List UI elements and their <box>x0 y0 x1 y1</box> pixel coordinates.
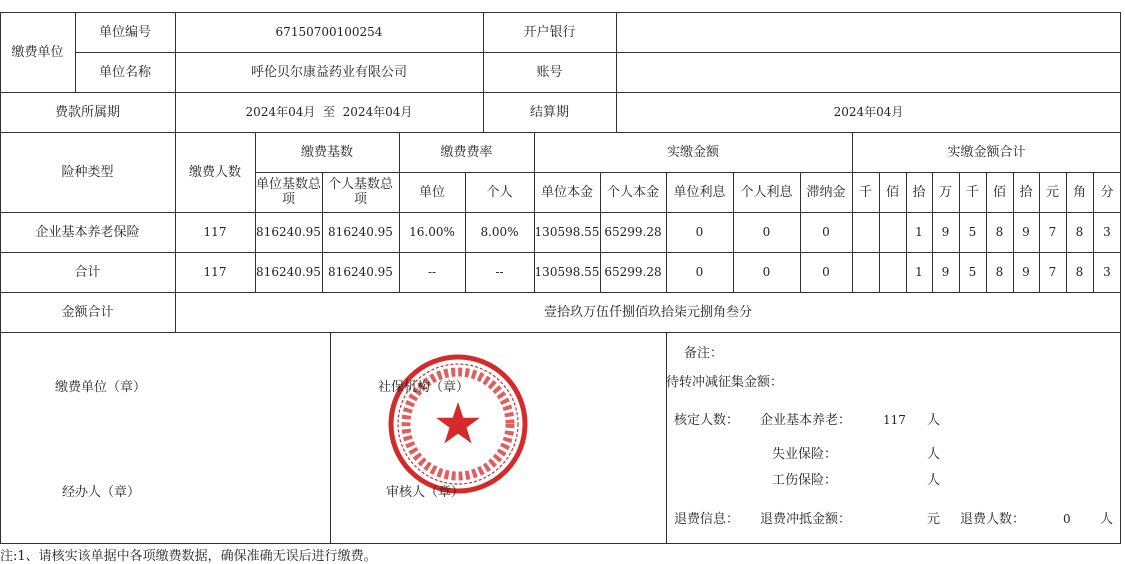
digit-header: 拾 <box>912 184 926 200</box>
row-digit: 8 <box>995 264 1004 279</box>
col-rate-person: 个人 <box>486 184 513 200</box>
row-paid-unit: 130598.55 <box>534 224 600 239</box>
digit-header: 拾 <box>1019 184 1033 200</box>
agency-seal-label: 社保机构（章） <box>378 380 470 395</box>
col-base-unit: 单位基数总项 <box>256 177 322 207</box>
unit-name-label: 单位名称 <box>98 64 151 80</box>
digit-header: 万 <box>938 184 952 200</box>
bank-value <box>616 12 1121 52</box>
refund-count-unit: 人 <box>1100 512 1114 527</box>
row-digit: 7 <box>1048 224 1057 239</box>
approved-count-label: 核定人数： <box>674 413 740 428</box>
footnote: 注:1、请核实该单据中各项缴费数据，确保准确无误后进行缴费。 <box>0 549 377 564</box>
col-paid-person: 个人本金 <box>606 184 659 200</box>
payer-seal-label: 缴费单位（章） <box>55 380 147 395</box>
row-late-fee: 0 <box>822 264 830 279</box>
settle-value: 2024年04月 <box>833 104 904 119</box>
row-int-person: 0 <box>762 264 771 279</box>
handler-label: 经办人（章） <box>62 485 141 500</box>
row-digit: 9 <box>1022 264 1030 279</box>
row-digit: 9 <box>1022 224 1030 239</box>
refund-count: 0 <box>1063 512 1071 526</box>
row-digit <box>879 252 906 292</box>
col-int-person: 个人利息 <box>740 184 793 200</box>
unemployment-unit: 人 <box>927 447 941 462</box>
col-total: 实缴金额合计 <box>947 144 1026 160</box>
unit-code-label: 单位编号 <box>98 24 151 40</box>
col-base: 缴费基数 <box>300 144 353 160</box>
bank-label: 开户银行 <box>523 24 576 40</box>
digit-header: 分 <box>1100 184 1114 200</box>
row-rate-unit: -- <box>427 264 437 279</box>
period-value: 2024年04月 至 2024年04月 <box>245 104 413 119</box>
row-count: 117 <box>203 224 227 239</box>
row-digit: 1 <box>915 264 923 279</box>
digit-header: 千 <box>965 184 979 200</box>
row-digit: 5 <box>968 264 977 279</box>
amount-total-text: 壹拾玖万伍仟捌佰玖拾柒元捌角叁分 <box>543 304 752 320</box>
col-count: 缴费人数 <box>188 164 241 180</box>
row-digit: 3 <box>1103 224 1111 239</box>
row-paid-person: 65299.28 <box>604 224 662 239</box>
row-digit: 8 <box>995 224 1004 239</box>
row-digit: 8 <box>1075 264 1084 279</box>
payer-unit-label: 缴费单位 <box>11 44 64 60</box>
col-rate: 缴费费率 <box>440 144 493 160</box>
digit-header: 佰 <box>992 184 1006 200</box>
row-digit: 1 <box>915 224 923 239</box>
row-rate-person: -- <box>495 264 504 279</box>
col-base-person: 个人基数总项 <box>327 177 393 207</box>
row-digit: 8 <box>1075 224 1084 239</box>
pension-count: 117 <box>883 413 906 427</box>
col-late-fee: 滞纳金 <box>806 184 846 200</box>
digit-header: 元 <box>1045 184 1059 200</box>
account-value <box>616 52 1121 92</box>
row-paid-unit: 130598.55 <box>534 264 600 279</box>
row-digit: 9 <box>941 264 950 279</box>
account-label: 账号 <box>536 64 563 80</box>
refund-info-label: 退费信息： <box>674 512 740 527</box>
pension-count-unit: 人 <box>927 413 941 428</box>
row-base-person: 816240.95 <box>328 264 393 279</box>
row-type: 企业基本养老保险 <box>35 224 140 240</box>
row-digit <box>852 252 879 292</box>
refund-yuan-unit: 元 <box>927 512 941 527</box>
official-seal <box>386 352 530 496</box>
unit-code-value: 67150700100254 <box>275 24 383 39</box>
row-base-unit: 816240.95 <box>256 224 321 239</box>
row-digit <box>852 212 879 252</box>
pending-label: 待转冲减征集金额： <box>666 375 784 390</box>
amount-total-label: 金额合计 <box>61 304 114 320</box>
digit-header: 佰 <box>885 184 899 200</box>
digit-header: 千 <box>858 184 872 200</box>
digit-header: 角 <box>1072 184 1086 200</box>
settle-label: 结算期 <box>529 104 569 120</box>
row-digit: 9 <box>941 224 950 239</box>
row-digit: 5 <box>968 224 977 239</box>
refund-count-label: 退费人数： <box>960 512 1026 527</box>
row-base-unit: 816240.95 <box>256 264 321 279</box>
star-icon <box>436 402 480 443</box>
col-paid-unit: 单位本金 <box>540 184 593 200</box>
row-digit <box>879 212 906 252</box>
row-int-person: 0 <box>762 224 771 239</box>
pension-label: 企业基本养老： <box>760 413 852 428</box>
reviewer-label: 审核人（章） <box>386 485 465 500</box>
unit-name-value: 呼伦贝尔康益药业有限公司 <box>250 64 407 80</box>
col-int-unit: 单位利息 <box>673 184 726 200</box>
col-rate-unit: 单位 <box>418 184 445 200</box>
row-int-unit: 0 <box>695 224 704 239</box>
row-digit: 3 <box>1103 264 1111 279</box>
row-int-unit: 0 <box>695 264 704 279</box>
row-rate-person: 8.00% <box>480 224 519 239</box>
unemployment-label: 失业保险： <box>772 447 838 462</box>
row-late-fee: 0 <box>822 224 830 239</box>
row-digit: 7 <box>1048 264 1057 279</box>
injury-label: 工伤保险： <box>772 473 838 488</box>
refund-offset-label: 退费冲抵金额： <box>760 512 852 527</box>
col-paid: 实缴金额 <box>666 144 719 160</box>
remark-label: 备注： <box>684 346 724 361</box>
col-type: 险种类型 <box>61 164 114 180</box>
row-base-person: 816240.95 <box>328 224 393 239</box>
row-paid-person: 65299.28 <box>604 264 662 279</box>
row-type: 合计 <box>74 264 101 280</box>
row-rate-unit: 16.00% <box>409 224 455 239</box>
row-count: 117 <box>203 264 227 279</box>
period-label: 费款所属期 <box>54 104 120 120</box>
injury-unit: 人 <box>927 473 941 488</box>
